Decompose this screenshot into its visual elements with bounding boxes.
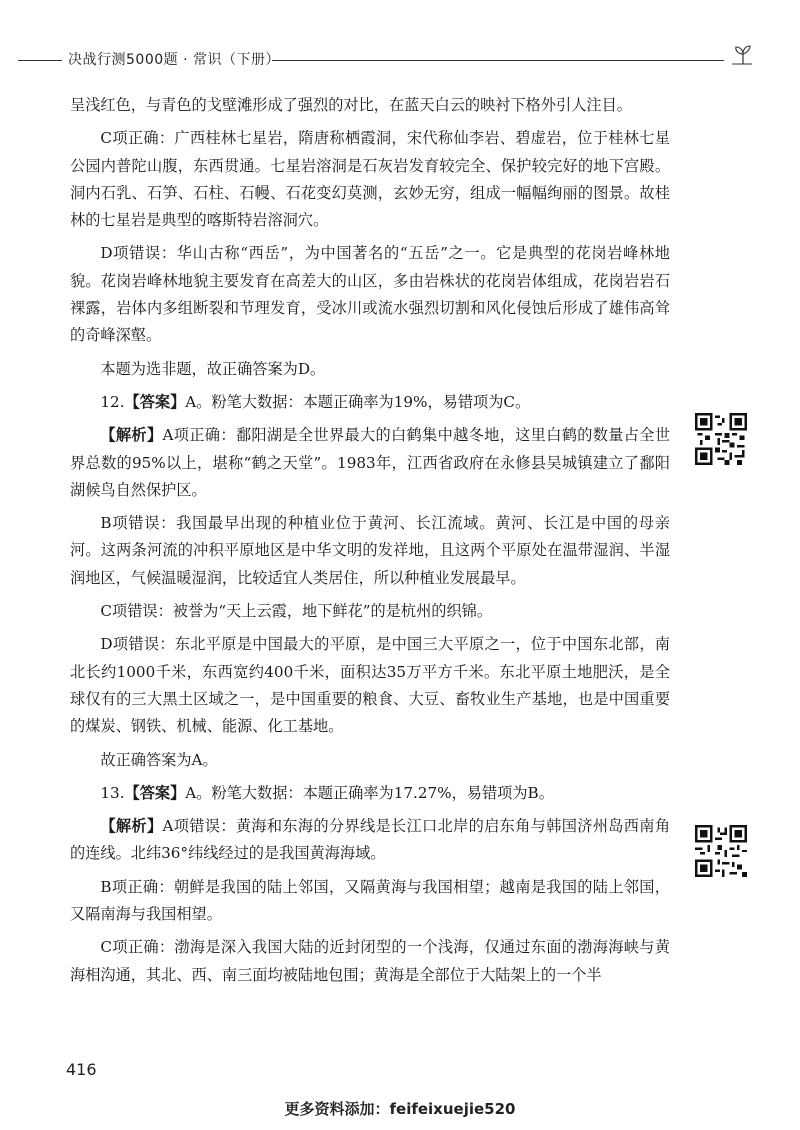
analysis-label: 【解析】 <box>100 426 163 445</box>
question-number: 12. <box>100 392 125 411</box>
paragraph: C项正确：广西桂林七星岩，隋唐称栖霞洞，宋代称仙李岩、碧虚岩，位于桂林七星公园内普陀山腹，东西贯通。七星岩溶洞是石灰岩发育较完全、保护较完好的地下宫殿。洞内石乳、石笋、石柱、石幔、石花变幻莫测，玄妙无穷，组成一幅幅绚丽的图景。故桂林的七星岩是典型的喀斯特岩溶洞穴。 <box>70 129 670 230</box>
footer-note: 更多资料添加：feifeixuejie520 <box>284 1100 516 1118</box>
qr-code-icon <box>695 413 747 465</box>
header-rule-right <box>272 60 724 61</box>
page-number: 416 <box>66 1060 97 1079</box>
analysis-text: A项正确：鄱阳湖是全世界最大的白鹤集中越冬地，这里白鹤的数量占全世界总数的95%以上，堪称“鹤之天堂”。1983年，江西省政府在永修县吴城镇建立了鄱阳湖候鸟自然保护区。 <box>70 426 671 499</box>
answer-label: 【答案】 <box>124 783 186 802</box>
q12-answer <box>70 389 670 416</box>
answer-text: A。粉笔大数据：本题正确率为17.27%，易错项为B。 <box>185 783 554 802</box>
paragraph: D项错误：华山古称“西岳”，为中国著名的“五岳”之一。它是典型的花岗岩峰林地貌。花岗岩峰林地貌主要发育在高差大的山区，多由岩株状的花岗岩体组成，花岗岩岩石裸露，岩体内多组断裂和节理发育，受冰川或流水强烈切割和风化侵蚀后形成了雄伟高耸的奇峰深壑。 <box>70 244 670 345</box>
paragraph: 呈浅红色，与青色的戈壁滩形成了强烈的对比，在蓝天白云的映衬下格外引人注目。 <box>70 96 632 114</box>
q12-option-d: D项错误：东北平原是中国最大的平原，是中国三大平原之一，位于中国东北部，南北长约1000千米，东西宽约400千米，面积达35万平方千米。东北平原土地肥沃，是全球仅有的三大黑土区域之一，是中国重要的粮食、大豆、畜牧业生产基地，也是中国重要的煤炭、钢铁、机械、能源、化工基地。 <box>70 635 670 736</box>
q12-conclusion: 故正确答案为A。 <box>100 750 218 769</box>
header-rule-left <box>18 60 62 61</box>
qr-code-q12[interactable] <box>695 413 747 465</box>
q13-analysis <box>70 813 670 868</box>
running-header <box>0 40 800 70</box>
q12-option-b: B项错误：我国最早出现的种植业位于黄河、长江流域。黄河、长江是中国的母亲河。这两条河流的冲积平原地区是中华文明的发祥地，且这两个平原处在温带湿润、半湿润地区，气候温暖湿润，比较适宜人类居住，所以种植业发展最早。 <box>70 514 670 587</box>
question-number: 13. <box>100 783 125 802</box>
sprout-icon <box>728 44 758 68</box>
q13-option-b: B项正确：朝鲜是我国的陆上邻国，又隔黄海与我国相望；越南是我国的陆上邻国，又隔南海与我国相望。 <box>70 877 670 924</box>
analysis-label: 【解析】 <box>100 817 163 836</box>
q13-option-c: C项正确：渤海是深入我国大陆的近封闭型的一个浅海，仅通过东面的渤海海峡与黄海相沟通，其北、西、南三面均被陆地包围；黄海是全部位于大陆架上的一个半 <box>70 938 670 984</box>
qr-code-icon <box>695 825 747 877</box>
answer-label: 【答案】 <box>124 392 186 411</box>
analysis-text: A项错误：黄海和东海的分界线是长江口北岸的启东角与韩国济州岛西南角的连线。北纬36°纬线经过的是我国黄海海域。 <box>70 817 671 863</box>
qr-code-q13[interactable] <box>695 825 747 877</box>
q13-answer <box>70 780 670 807</box>
answer-text: A。粉笔大数据：本题正确率为19%，易错项为C。 <box>185 392 531 411</box>
q12-analysis <box>70 422 670 504</box>
book-title: 决战行测5000题 · 常识（下册） <box>68 52 280 68</box>
page-body <box>70 92 670 995</box>
q12-option-c: C项错误：被誉为“天上云霞，地下鲜花”的是杭州的织锦。 <box>100 602 493 621</box>
paragraph: 本题为选非题，故正确答案为D。 <box>100 359 326 378</box>
